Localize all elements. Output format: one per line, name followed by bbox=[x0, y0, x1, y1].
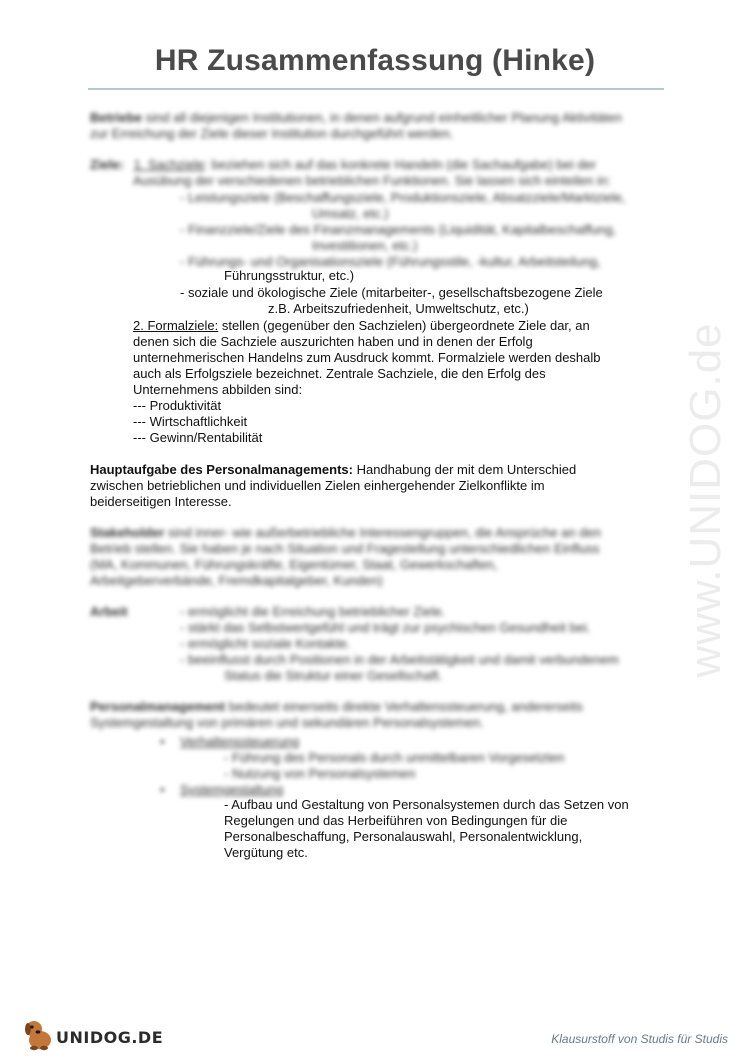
arbeit-term bbox=[90, 604, 128, 620]
formalziel-item: --- Produktivität bbox=[133, 398, 222, 413]
arbeit-item: - ermöglicht die Erreichung betrieblicher Ziele. bbox=[180, 604, 446, 619]
sachziel-item: - Führungs- und Organisationsziele (Führungsstile, -kultur, Arbeitsteilung, bbox=[180, 254, 601, 269]
arbeit-item-cont: Status die Struktur einer Gesellschaft. bbox=[224, 668, 443, 683]
stakeholder-text-2: Betrieb stellen. Sie haben je nach Situation und Fragestellung unterschiedlichen Einfluss bbox=[90, 541, 600, 556]
betriebe-text-1: sind all diejenigen Institutionen, in denen aufgrund einheitlicher Planung Aktivitäten bbox=[145, 110, 622, 125]
betriebe-term: Betriebe bbox=[90, 110, 143, 125]
hauptaufgabe-text-3: beiderseitigen Interesse. bbox=[90, 494, 232, 509]
footer-tagline: Klausurstoff von Studis für Studis bbox=[551, 1032, 728, 1046]
systemgestaltung-item: Personalbeschaffung, Personalauswahl, Personalentwicklung, bbox=[224, 829, 583, 844]
title-underline bbox=[88, 88, 664, 90]
betriebe-line-1 bbox=[90, 110, 622, 126]
logo-text: UNIDOG.DE bbox=[56, 1028, 164, 1047]
sachziele-text-1: beziehen sich auf das konkrete Handeln (die Sachaufgabe) bei der bbox=[211, 157, 597, 172]
unidog-logo[interactable] bbox=[20, 1014, 180, 1054]
personalmanagement-term: Personalmanagement bbox=[90, 699, 226, 714]
personalmanagement-line-1 bbox=[90, 699, 583, 715]
stakeholder-term: Stakeholder bbox=[90, 525, 165, 540]
hauptaufgabe-text-2: zwischen betrieblichen und individuellen Zielen einhergehender Zielkonflikte im bbox=[90, 478, 545, 493]
formalziele-label: 2. Formalziele: bbox=[133, 318, 219, 333]
sachziele-text-2: Ausübung der verschiedenen betrieblichen Funktionen. Sie lassen sich einteilen in: bbox=[133, 173, 611, 188]
ziele-line-1: Ziele: 1. Sachziele: beziehen sich auf das konkrete Handeln (die Sachaufgabe) bei der bbox=[90, 157, 597, 172]
sachziele-label: 1. Sachziele bbox=[133, 157, 205, 172]
formalziele-line-1 bbox=[133, 318, 590, 334]
formalziele-text-3: unternehmerischen Handelns zum Ausdruck kommt. Formalziele werden deshalb bbox=[133, 350, 601, 365]
formalziele-text-2: denen sich die Sachziele auszurichten haben und in denen der Erfolg bbox=[133, 334, 533, 349]
formalziele-text-1: stellen (gegenüber den Sachzielen) übergeordnete Ziele dar, an bbox=[218, 318, 590, 333]
sachziel-item-cont: Umsatz, etc.) bbox=[312, 206, 389, 221]
systemgestaltung-label-text: Systemgestaltung bbox=[180, 782, 284, 797]
formalziel-item: --- Wirtschaftlichkeit bbox=[133, 414, 248, 429]
arbeit-item: - beeinflusst durch Positionen in der Arbeitstätigkeit und damit verbundenem bbox=[180, 652, 619, 667]
sachziel-item-cont: Investitionen, etc.) bbox=[312, 238, 418, 253]
formalziele-text-4: auch als Erfolgsziele bezeichnet. Zentrale Sachziele, die den Erfolg des bbox=[133, 366, 546, 381]
systemgestaltung-item: Vergütung etc. bbox=[224, 845, 308, 860]
sachziel-item-cont: z.B. Arbeitszufriedenheit, Umweltschutz, etc.) bbox=[268, 301, 529, 316]
sachziel-item: - soziale und ökologische Ziele (mitarbeiter-, gesellschaftsbezogene Ziele bbox=[180, 285, 603, 300]
personalmanagement-text-1: bedeutet einerseits direkte Verhaltenssteuerung, andererseits bbox=[228, 699, 583, 714]
verhaltenssteuerung-item: - Führung des Personals durch unmittelbaren Vorgesetzten bbox=[224, 750, 565, 765]
hauptaufgabe-term: Hauptaufgabe des Personalmanagements: bbox=[90, 462, 353, 477]
page-title: HR Zusammenfassung (Hinke) bbox=[154, 44, 596, 77]
personalmanagement-text-2: Systemgestaltung von primären und sekundären Personalsystemen. bbox=[90, 715, 484, 730]
betriebe-text-2: zur Erreichung der Ziele dieser Institution durchgeführt werden. bbox=[90, 126, 454, 141]
stakeholder-text-3: (MA, Kommunen, Führungskräfte, Eigentümer, Staat, Gewerkschaften, bbox=[90, 557, 498, 572]
arbeit-term-text: Arbeit bbox=[90, 604, 128, 619]
formalziel-item: --- Gewinn/Rentabilität bbox=[133, 430, 263, 445]
hauptaufgabe-line-1 bbox=[90, 462, 576, 478]
ziele-term: Ziele: bbox=[90, 157, 124, 172]
verhaltenssteuerung-label-text: Verhaltenssteuerung bbox=[180, 734, 300, 749]
systemgestaltung-item: Regelungen und das Herbeiführen von Bedingungen für die bbox=[224, 813, 568, 828]
arbeit-item: - stärkt das Selbstwertgefühl und trägt zur psychischen Gesundheit bei. bbox=[180, 620, 591, 635]
bullet-icon: • bbox=[160, 734, 165, 749]
stakeholder-text-4: Arbeitgeberverbände, Fremdkapitalgeber, Kunden) bbox=[90, 573, 383, 588]
stakeholder-text-1: sind inner- wie außerbetriebliche Interessengruppen, die Ansprüche an den bbox=[168, 525, 601, 540]
arbeit-item: - ermöglicht soziale Kontakte. bbox=[180, 636, 351, 651]
bullet-icon: • bbox=[160, 782, 165, 797]
sachziel-item: - Leistungsziele (Beschaffungsziele, Produktionsziele, Absatzziele/Marktziele, bbox=[180, 190, 626, 205]
hauptaufgabe-text-1: Handhabung der mit dem Unterschied bbox=[352, 462, 577, 477]
stakeholder-line-1 bbox=[90, 525, 601, 541]
sachziel-item-cont: Führungsstruktur, etc.) bbox=[224, 268, 355, 283]
verhaltenssteuerung-label bbox=[180, 734, 299, 750]
verhaltenssteuerung-item: - Nutzung von Personalsystemen bbox=[224, 766, 416, 781]
watermark-text: www.UNIDOG.de bbox=[681, 322, 730, 678]
systemgestaltung-label bbox=[180, 782, 283, 798]
sachziel-item: - Finanzziele/Ziele des Finanzmanagements (Liquidität, Kapitalbeschaffung, bbox=[180, 222, 617, 237]
formalziele-text-5: Unternehmens abbilden sind: bbox=[133, 382, 303, 397]
dog-icon bbox=[20, 1014, 60, 1054]
systemgestaltung-item: - Aufbau und Gestaltung von Personalsystemen durch das Setzen von bbox=[224, 797, 629, 812]
